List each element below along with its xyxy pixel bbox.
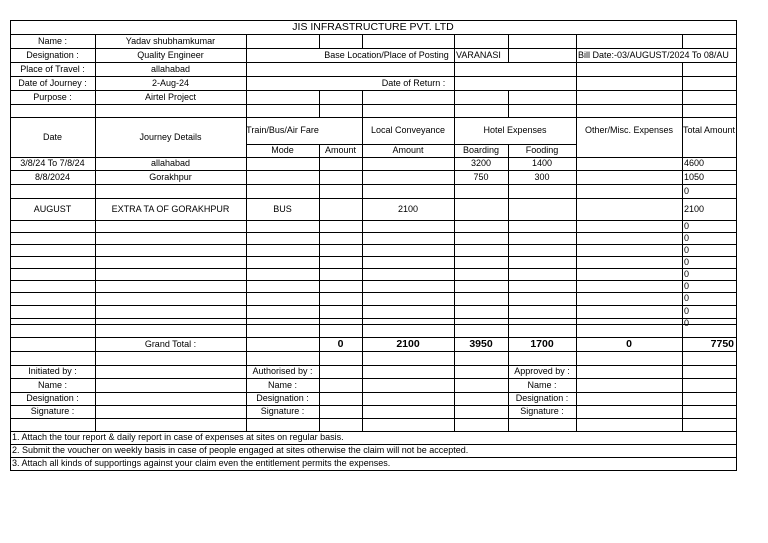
- row-line: [10, 244, 737, 245]
- grand-total-total: 7750: [710, 337, 734, 350]
- header-journey-details: Journey Details: [139, 131, 202, 142]
- column-line: [362, 90, 363, 431]
- header-total-amount: Total Amount: [682, 125, 736, 135]
- header-date: Date: [42, 131, 62, 142]
- row-total: 0: [684, 220, 690, 231]
- row-line: [10, 280, 737, 281]
- header-fare: Train/Bus/Air Fare: [246, 125, 319, 135]
- header-other-expenses: Other/Misc. Expenses: [584, 125, 674, 135]
- column-line: [319, 90, 320, 117]
- row-line: [10, 305, 737, 306]
- row-total: 0: [684, 268, 690, 279]
- approved-3: Signature :: [520, 406, 564, 416]
- grand-total-amount: 0: [337, 337, 344, 350]
- row-fooding: 1400: [531, 158, 553, 168]
- row-line: [10, 418, 737, 419]
- grand-total-other: 0: [626, 337, 632, 350]
- grand-total-fooding: 1700: [530, 337, 554, 350]
- initiated-0: Initiated by :: [28, 366, 77, 376]
- row-total: 0: [684, 244, 690, 255]
- row-total: 0: [684, 293, 690, 303]
- column-line: [508, 90, 509, 117]
- column-line: [454, 34, 455, 431]
- date-of-return-label: Date of Return :: [381, 77, 446, 88]
- initiated-2: Designation :: [26, 393, 79, 403]
- header-mode: Mode: [271, 145, 294, 155]
- row-total: 0: [684, 256, 690, 267]
- row-total: 0: [684, 185, 690, 196]
- header-local-conveyance: Local Conveyance: [370, 125, 446, 135]
- place-of-travel-value: allahabad: [150, 63, 191, 74]
- row-line: [10, 104, 737, 105]
- purpose-label: Purpose :: [33, 91, 72, 102]
- authorised-2: Designation :: [256, 393, 309, 403]
- column-line: [508, 34, 509, 62]
- row-fooding: 300: [534, 171, 550, 182]
- company-title: JIS INFRASTRUCTURE PVT. LTD: [292, 20, 454, 33]
- row-mode: BUS: [273, 203, 292, 214]
- row-line: [10, 198, 737, 199]
- row-total: 2100: [684, 203, 705, 214]
- name-value: Yadav shubhamkumar: [125, 35, 216, 46]
- row-date: 8/8/2024: [34, 171, 71, 182]
- row-line: [10, 365, 737, 366]
- authorised-0: Authorised by :: [252, 366, 313, 376]
- row-line: [10, 268, 737, 269]
- row-journey: allahabad: [150, 158, 191, 168]
- row-journey: Gorakhpur: [149, 171, 192, 182]
- row-line: [10, 470, 737, 471]
- grand-total-label: Grand Total :: [144, 338, 197, 349]
- approved-1: Name :: [527, 379, 557, 390]
- row-line: [10, 378, 737, 379]
- row-total: 0: [684, 280, 690, 291]
- row-line: [10, 220, 737, 221]
- grand-total-local: 2100: [396, 337, 420, 350]
- approved-2: Designation :: [515, 393, 569, 403]
- note-2: 2. Submit the voucher on weekly basis in case of people engaged at sites otherwise the claim will not be accepted.: [12, 445, 469, 455]
- row-total: 4600: [684, 158, 705, 168]
- row-line: [10, 256, 737, 257]
- row-line: [10, 392, 737, 393]
- row-line: [10, 324, 737, 325]
- row-line: [10, 232, 737, 233]
- header-hotel-expenses: Hotel Expenses: [483, 125, 547, 135]
- column-line: [319, 34, 320, 48]
- header-amount: Amount: [324, 145, 357, 155]
- purpose-value: Airtel Project: [144, 91, 197, 102]
- note-1: 1. Attach the tour report & daily report in case of expenses at sites on regular basis.: [12, 432, 344, 442]
- initiated-1: Name :: [37, 379, 67, 390]
- row-journey: EXTRA TA OF GORAKHPUR: [111, 203, 230, 214]
- date-of-journey-value: 2-Aug-24: [151, 77, 190, 88]
- column-line: [682, 34, 683, 48]
- frame-right: [736, 20, 737, 471]
- row-local: 2100: [397, 203, 419, 214]
- designation-value: Quality Engineer: [137, 49, 204, 60]
- base-location-label: Base Location/Place of Posting: [324, 49, 449, 60]
- row-total: 0: [684, 232, 690, 243]
- row-line: [10, 117, 737, 118]
- row-line: [10, 292, 737, 293]
- grand-total-boarding: 3950: [469, 337, 493, 350]
- note-3: 3. Attach all kinds of supportings against your claim even the entitlement permits the expenses.: [12, 458, 391, 468]
- row-total: 0: [684, 306, 690, 316]
- row-line: [10, 318, 737, 319]
- row-boarding: 750: [473, 171, 489, 182]
- column-line: [362, 34, 363, 48]
- approved-0: Approved by :: [514, 366, 570, 376]
- initiated-3: Signature :: [30, 406, 75, 416]
- row-date: 3/8/24 To 7/8/24: [20, 158, 85, 168]
- row-date: AUGUST: [33, 203, 72, 214]
- row-boarding: 3200: [470, 158, 492, 168]
- column-line: [319, 144, 320, 431]
- place-of-travel-label: Place of Travel :: [20, 63, 85, 74]
- designation-label: Designation :: [26, 49, 79, 60]
- row-line: [10, 351, 737, 352]
- header-fooding: Fooding: [525, 145, 559, 155]
- bill-date: Bill Date:-03/AUGUST/2024 To 08/AU: [578, 49, 729, 60]
- date-of-journey-label: Date of Journey :: [18, 77, 87, 88]
- row-line: [10, 184, 737, 185]
- row-total: 1050: [684, 171, 705, 182]
- authorised-1: Name :: [267, 379, 297, 390]
- column-line: [576, 34, 577, 431]
- base-location-value: VARANASI: [456, 49, 501, 60]
- row-line: [10, 405, 737, 406]
- header-local-amount: Amount: [392, 145, 424, 155]
- header-boarding: Boarding: [462, 145, 500, 155]
- row-total: 0: [684, 318, 690, 328]
- name-label: Name :: [37, 35, 67, 46]
- authorised-3: Signature :: [260, 406, 305, 416]
